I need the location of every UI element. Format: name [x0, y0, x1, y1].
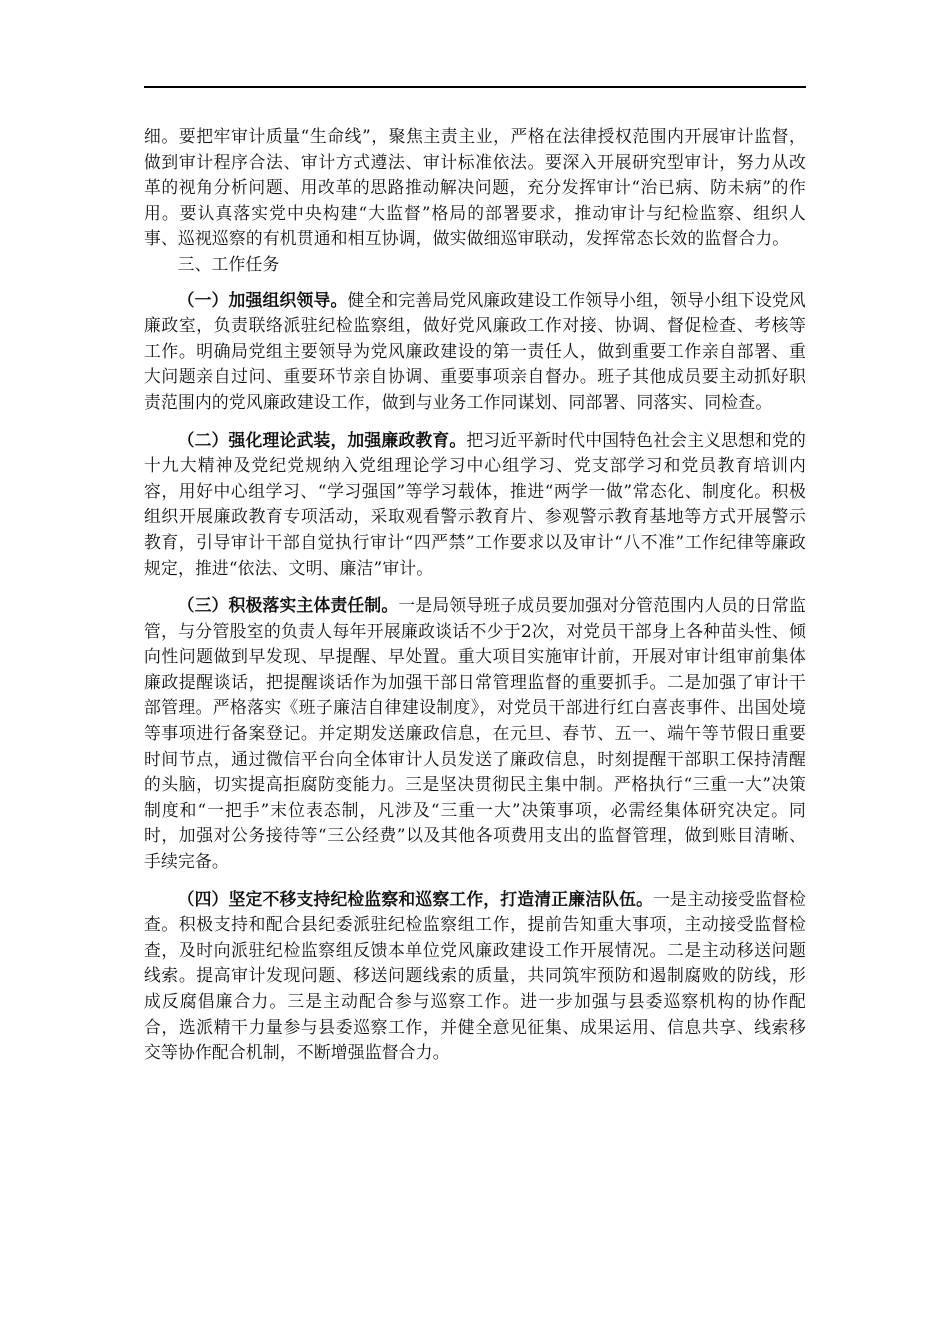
- task-item-2: [144, 428, 806, 582]
- task-item-2-lead: （二）强化理论武装，加强廉政教育。: [177, 429, 467, 450]
- task-item-3-body: 一是局领导班子成员要加强对分管范围内人员的日常监管，与分管股室的负责人每年开展廉政谈话不少于2次，对党员干部身上各种苗头性、倾向性问题做到早发现、早提醒、早处置。重大项目实施审计前，开展对审计组审前集体廉政提醒谈话，把提醒谈话作为加强干部日常管理监督的重要抓手。二是加强了审计干部管理。严格落实《班子廉洁自律建设制度》，对党员干部进行红白喜丧事件、出国处境等事项进行备案登记。并定期发送廉政信息，在元旦、春节、五一、端午等节假日重要时间节点，通过微信平台向全体审计人员发送了廉政信息，时刻提醒干部职工保持清醒的头脑，切实提高拒腐防变能力。三是坚决贯彻民主集中制。严格执行“三重一大”决策制度和“一把手”末位表态制，凡涉及“三重一大”决策事项，必需经集体研究决定。同时，加强对公务接待等“三公经费”以及其他各项费用支出的监督管理，做到账目清晰、手续完备。: [144, 595, 806, 872]
- section-heading: 三、工作任务: [177, 253, 280, 274]
- task-item-2-body: 把习近平新时代中国特色社会主义思想和党的十九大精神及党纪党规纳入党组理论学习中心组学习、党支部学习和党员教育培训内容，用好中心组学习、“学习强国”等学习载体，推进“两学一做”常态化、制度化。积极组织开展廉政教育专项活动，采取观看警示教育片、参观警示教育基地等方式开展警示教育，引导审计干部自觉执行审计“四严禁”工作要求以及审计“八不准”工作纪律等廉政规定，推进“依法、文明、廉洁”审计。: [144, 429, 806, 578]
- task-item-4: [144, 887, 806, 1066]
- intro-continuation-paragraph: 细。要把牢审计质量“生命线”，聚焦主责主业，严格在法律授权范围内开展审计监督，做到审计程序合法、审计方式遵法、审计标准依法。要深入开展研究型审计，努力从改革的视角分析问题、用改革的思路推动解决问题，充分发挥审计“治已病、防未病”的作用。要认真落实党中央构建“大监督”格局的部署要求，推动审计与纪检监察、组织人事、巡视巡察的有机贯通和相互协调，做实做细巡审联动，发挥常态长效的监督合力。: [144, 126, 806, 249]
- header-rule: [144, 86, 806, 88]
- task-item-4-lead: （四）坚定不移支持纪检监察和巡察工作，打造清正廉洁队伍。: [177, 888, 654, 909]
- task-item-3: [144, 593, 806, 875]
- task-item-3-lead: （三）积极落实主体责任制。: [177, 595, 399, 616]
- document-body: [144, 124, 806, 1066]
- task-item-1: [144, 288, 806, 416]
- task-item-1-body: 健全和完善局党风廉政建设工作领导小组，领导小组下设党风廉政室，负责联络派驻纪检监察组，做好党风廉政工作对接、协调、督促检查、考核等工作。明确局党组主要领导为党风廉政建设的第一责任人，做到重要工作亲自部署、重大问题亲自过问、重要环节亲自协调、重要事项亲自督办。班子其他成员要主动抓好职责范围内的党风廉政建设工作，做到与业务工作同谋划、同部署、同落实、同检查。: [144, 289, 806, 412]
- task-item-1-lead: （一）加强组织领导。: [177, 289, 348, 310]
- task-item-4-body: 一是主动接受监督检查。积极支持和配合县纪委派驻纪检监察组工作，提前告知重大事项，主动接受监督检查，及时向派驻纪检监察组反馈本单位党风廉政建设工作开展情况。二是主动移送问题线索。提高审计发现问题、移送问题线索的质量，共同筑牢预防和遏制腐败的防线，形成反腐倡廉合力。三是主动配合参与巡察工作。进一步加强与县委巡察机构的协作配合，选派精干力量参与县委巡察工作，并健全意见征集、成果运用、信息共享、线索移交等协作配合机制，不断增强监督合力。: [144, 888, 806, 1063]
